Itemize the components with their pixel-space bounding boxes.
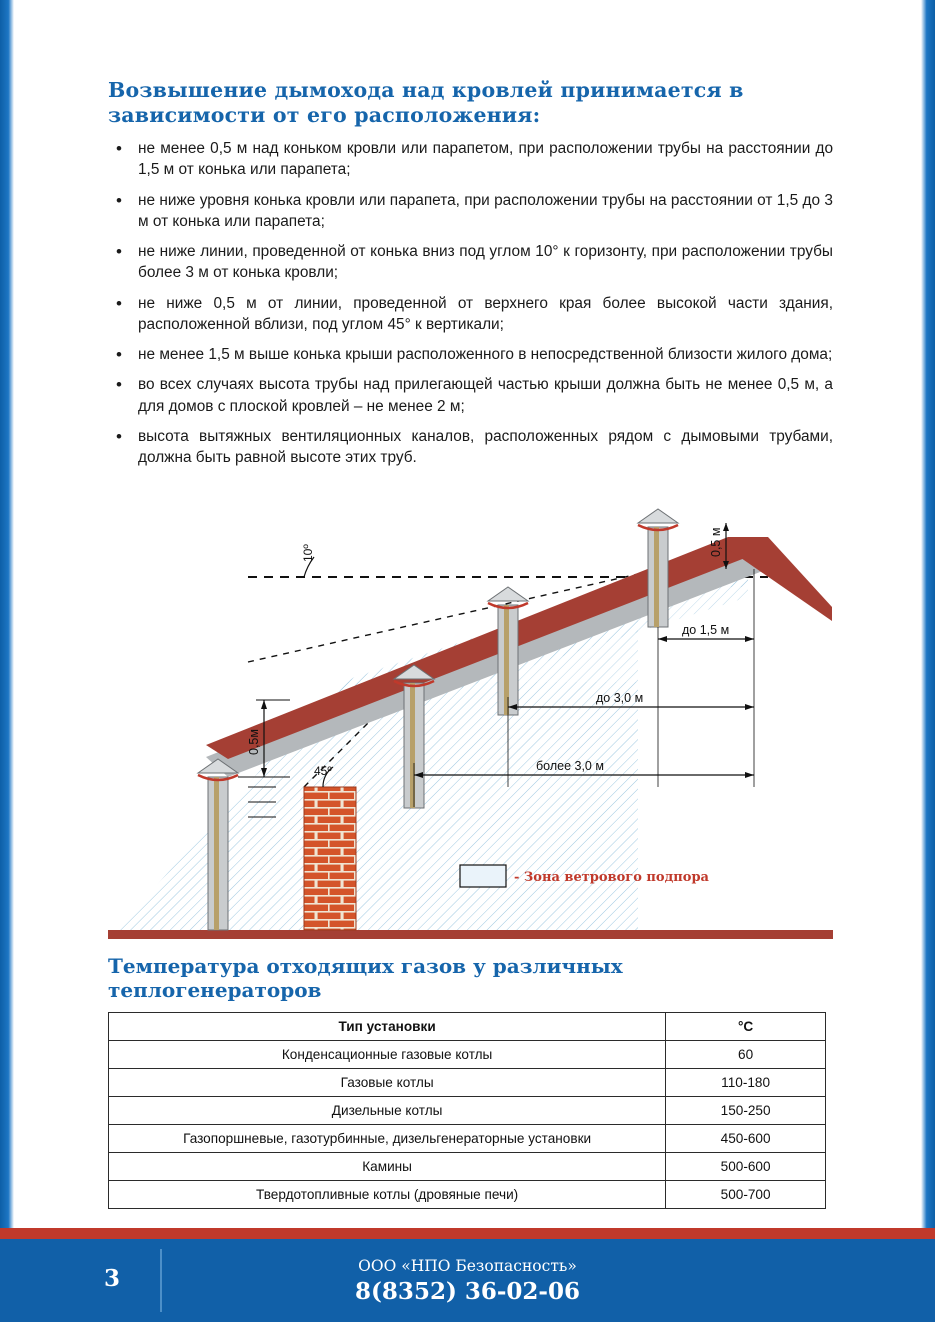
list-item: • не ниже линии, проведенной от конька вниз под углом 10° к горизонту, при расположении трубы более 3 м от конька кровли; bbox=[108, 241, 833, 284]
rules-list bbox=[108, 138, 833, 468]
brick-wall bbox=[304, 787, 356, 930]
dim-up-to-30-label: до 3,0 м bbox=[596, 691, 644, 706]
cell-temperature: 500-700 bbox=[666, 1181, 826, 1209]
list-item: • не ниже уровня конька кровли или парапета, при расположении трубы на расстоянии от 1,5 до 3 м от конька или парапета; bbox=[108, 190, 833, 233]
legend-label: - Зона ветрового подпора bbox=[514, 870, 709, 886]
table-row bbox=[109, 1069, 826, 1097]
table-title: Температура отходящих газов у различных теплогенераторов bbox=[108, 954, 623, 1003]
dim-height-right-label: 0,5 м bbox=[709, 527, 723, 558]
angle-10-marker bbox=[301, 544, 315, 577]
table-row bbox=[109, 1153, 826, 1181]
cell-temperature: 500-600 bbox=[666, 1153, 826, 1181]
table-row bbox=[109, 1125, 826, 1153]
chimney-height-diagram bbox=[108, 487, 833, 942]
dim-up-to-15-label: до 1,5 м bbox=[682, 623, 730, 638]
angle-45-label: 45º bbox=[314, 764, 332, 779]
cell-temperature: 450-600 bbox=[666, 1125, 826, 1153]
dim-height-left-label: 0,5м bbox=[247, 729, 261, 756]
cell-installation-type: Камины bbox=[109, 1153, 666, 1181]
footer-divider bbox=[160, 1249, 162, 1312]
page-number: 3 bbox=[104, 1265, 121, 1292]
list-item: • высота вытяжных вентиляционных каналов, расположенных рядом с дымовыми трубами, должна быть равной высоте этих труб. bbox=[108, 426, 833, 469]
page-edge-left bbox=[0, 0, 14, 1322]
table-row bbox=[109, 1041, 826, 1069]
cell-installation-type: Дизельные котлы bbox=[109, 1097, 666, 1125]
cell-temperature: 60 bbox=[666, 1041, 826, 1069]
cell-installation-type: Конденсационные газовые котлы bbox=[109, 1041, 666, 1069]
footer-red-bar bbox=[0, 1228, 935, 1239]
cell-installation-type: Твердотопливные котлы (дровяные печи) bbox=[109, 1181, 666, 1209]
flue-gas-temperature-table bbox=[108, 1012, 826, 1209]
footer-phone: 8(8352) 36-02-06 bbox=[355, 1278, 580, 1305]
page-edge-right bbox=[921, 0, 935, 1322]
column-header-celsius: °C bbox=[666, 1013, 826, 1041]
list-item: • не менее 1,5 м выше конька крыши расположенного в непосредственной близости жилого дома; bbox=[108, 344, 833, 365]
footer-organization: ООО «НПО Безопасность» bbox=[358, 1257, 577, 1275]
list-item: • во всех случаях высота трубы над прилегающей частью крыши должна быть не менее 0,5 м, а для домов с плоской кровлей – не менее 2 м; bbox=[108, 374, 833, 417]
cell-temperature: 150-250 bbox=[666, 1097, 826, 1125]
legend-swatch bbox=[460, 865, 506, 887]
table-row bbox=[109, 1181, 826, 1209]
dim-more-30-label: более 3,0 м bbox=[536, 759, 604, 774]
cell-installation-type: Газопоршневые, газотурбинные, дизельгенераторные установки bbox=[109, 1125, 666, 1153]
column-header-installation-type: Тип установки bbox=[109, 1013, 666, 1041]
ground-line bbox=[108, 930, 833, 939]
list-item: • не ниже 0,5 м от линии, проведенной от верхнего края более высокой части здания, расположенной вблизи, под углом 45° к вертикали; bbox=[108, 293, 833, 336]
cell-temperature: 110-180 bbox=[666, 1069, 826, 1097]
table-header-row bbox=[109, 1013, 826, 1041]
table-row bbox=[109, 1097, 826, 1125]
cell-installation-type: Газовые котлы bbox=[109, 1069, 666, 1097]
page-footer bbox=[0, 1239, 935, 1322]
list-item: • не менее 0,5 м над коньком кровли или парапетом, при расположении трубы на расстоянии до 1,5 м от конька или парапета; bbox=[108, 138, 833, 181]
section-title: Возвышение дымохода над кровлей принимается в зависимости от его расположения: bbox=[108, 78, 744, 127]
page-content bbox=[108, 78, 833, 1209]
angle-10-label: 10º bbox=[301, 544, 315, 563]
